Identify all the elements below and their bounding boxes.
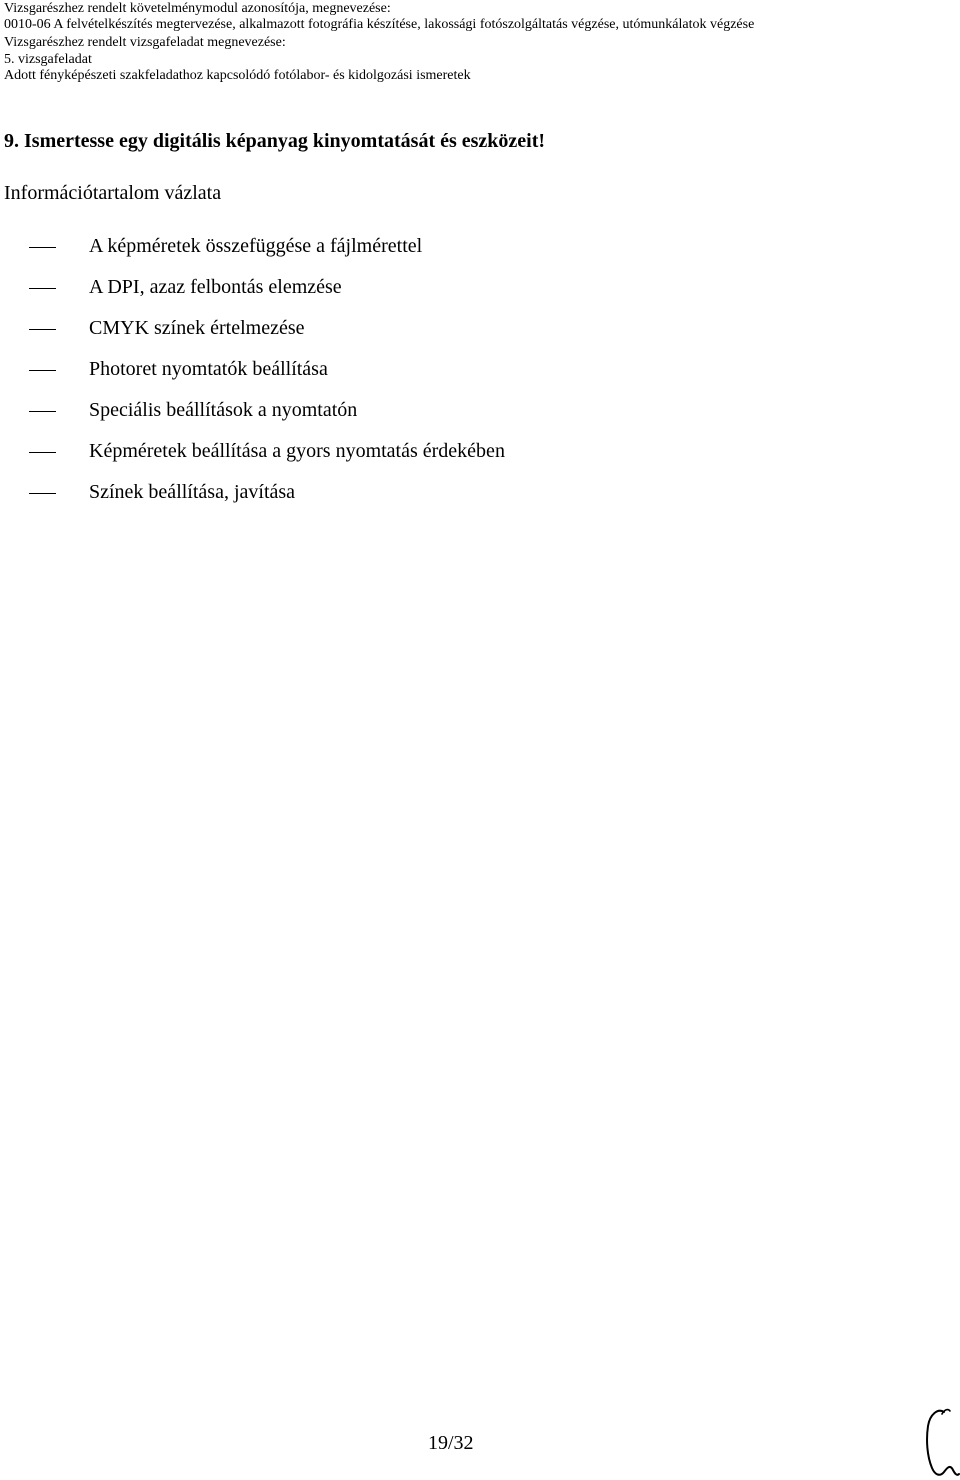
outline-heading: Információtartalom vázlata [4, 182, 222, 204]
handwritten-initial-signature [918, 1404, 960, 1480]
list-item-text: A képméretek összefüggése a fájlmérettel [89, 235, 423, 257]
dash-bullet-icon [29, 493, 56, 494]
dash-bullet-icon [29, 411, 56, 412]
header-line-task-number: 5. vizsgafeladat [4, 52, 92, 67]
header-line-task-name: Adott fényképészeti szakfeladathoz kapcsolódó fotólabor- és kidolgozási ismeretek [4, 68, 471, 83]
dash-bullet-icon [29, 329, 56, 330]
dash-bullet-icon [29, 452, 56, 453]
list-item-text: Képméretek beállítása a gyors nyomtatás érdekében [89, 440, 505, 462]
page-number: 19/32 [428, 1432, 474, 1454]
list-item-text: Photoret nyomtatók beállítása [89, 358, 328, 380]
list-item-text: A DPI, azaz felbontás elemzése [89, 276, 342, 298]
list-item-text: CMYK színek értelmezése [89, 317, 305, 339]
header-line-task-label: Vizsgarészhez rendelt vizsgafeladat megnevezése: [4, 35, 286, 50]
dash-bullet-icon [29, 370, 56, 371]
dash-bullet-icon [29, 288, 56, 289]
header-line-module-name: 0010-06 A felvételkészítés megtervezése, alkalmazott fotográfia készítése, lakossági fotószolgáltatás végzése, utómunkálatok végzése [4, 17, 755, 32]
header-line-module-label: Vizsgarészhez rendelt követelménymodul azonosítója, megnevezése: [4, 1, 391, 16]
list-item-text: Speciális beállítások a nyomtatón [89, 399, 358, 421]
dash-bullet-icon [29, 247, 56, 248]
list-item-text: Színek beállítása, javítása [89, 481, 296, 503]
task-title: 9. Ismertesse egy digitális képanyag kinyomtatását és eszközeit! [4, 130, 546, 152]
